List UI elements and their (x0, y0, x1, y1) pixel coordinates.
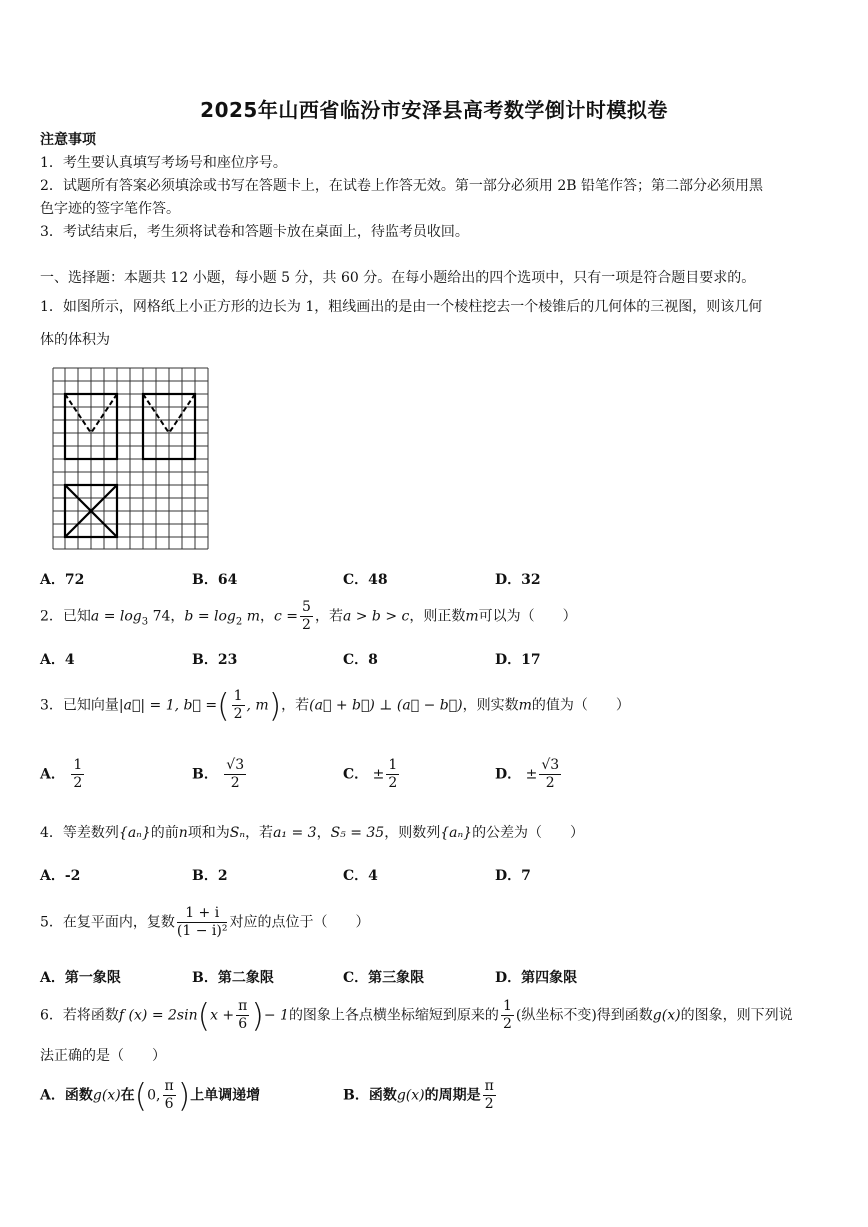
notice-item-2-cont: 色字迹的签字笔作答。 (40, 201, 180, 217)
q5-option-a[interactable]: A．第一象限 (40, 970, 121, 986)
q5-option-d[interactable]: D．第四象限 (495, 970, 578, 986)
q1-option-d[interactable]: D．32 (495, 572, 541, 588)
notice-heading: 注意事项 (40, 132, 96, 148)
q4-question: 4．等差数列{aₙ}的前n项和为Sₙ，若a₁ = 3，S₅ = 35，则数列{aₙ}的公差为（ ） (40, 825, 585, 841)
three-view-grid-figure (52, 367, 210, 550)
q2-option-b[interactable]: B．23 (192, 652, 238, 668)
q1-option-c[interactable]: C．48 (343, 572, 388, 588)
q3-option-b[interactable]: B． $\frac{√3}{2}$ (192, 757, 245, 791)
q2-option-c[interactable]: C．8 (343, 652, 378, 668)
q2-option-d[interactable]: D．17 (495, 652, 541, 668)
q4-option-c[interactable]: C．4 (343, 868, 378, 884)
q6-option-a[interactable]: A．函数g(x)在(0, $\frac{\pi}{6}$ )上单调递增 (40, 1076, 261, 1115)
q6-question-line1: 6．若将函数f (x) = 2sin(x + $\frac{\pi}{6}$ )− 1的图象上各点横坐标缩短到原来的 $\frac{1}{2}$ (纵坐标不变)得到函数g(x)的图象，则下列说 (40, 996, 793, 1035)
q5-option-b[interactable]: B．第二象限 (192, 970, 274, 986)
q3-question: 3．已知向量|a⃗| = 1, b⃗ =( $\frac{1}{2}$ , m)，若(a⃗ + b⃗) ⊥ (a⃗ − b⃗)，则实数m的值为（ ） (40, 686, 630, 725)
notice-item-3: 3．考试结束后，考生须将试卷和答题卡放在桌面上，待监考员收回。 (40, 224, 469, 240)
q5-option-c[interactable]: C．第三象限 (343, 970, 425, 986)
q2-question: 2．已知$a = \log_3 74$，$b = \log_2 m$，c = $\frac{5}{2}$ ，若a > b > c，则正数m可以为（ ） (40, 599, 577, 633)
q2-option-a[interactable]: A．4 (40, 652, 75, 668)
q6-question-line2: 法正确的是（ ） (40, 1048, 166, 1064)
q1-option-a[interactable]: A．72 (40, 572, 85, 588)
q6-option-b[interactable]: B．函数g(x)的周期是 $\frac{\pi}{2}$ (343, 1078, 494, 1112)
notice-item-2: 2．试题所有答案必须填涂或书写在答题卡上，在试卷上作答无效。第一部分必须用 2B 铅笔作答；第二部分必须用黑 (40, 178, 763, 194)
section-heading: 一、选择题：本题共 12 小题，每小题 5 分，共 60 分。在每小题给出的四个选项中，只有一项是符合题目要求的。 (40, 270, 756, 286)
q4-option-a[interactable]: A．-2 (40, 868, 81, 884)
q3-option-c[interactable]: C． ± $\frac{1}{2}$ (343, 757, 398, 791)
q1-text-line1: 1．如图所示，网格纸上小正方形的边长为 1，粗线画出的是由一个棱柱挖去一个棱锥后的几何体的三视图，则该几何 (40, 299, 763, 315)
q4-option-b[interactable]: B．2 (192, 868, 228, 884)
notice-item-1: 1．考生要认真填写考场号和座位序号。 (40, 155, 287, 171)
q5-question: 5．在复平面内，复数 $\frac{1 + i}{\text{(1 − i)²}}$ 对应的点位于（ ） (40, 905, 370, 939)
q1-option-b[interactable]: B．64 (192, 572, 238, 588)
q3-option-a[interactable]: A． $\frac{1}{2}$ (40, 757, 83, 791)
page-title: 2025年山西省临汾市安泽县高考数学倒计时模拟卷 (200, 98, 668, 122)
q4-option-d[interactable]: D．7 (495, 868, 531, 884)
q3-option-d[interactable]: D． ± $\frac{√3}{2}$ (495, 757, 560, 791)
q1-text-line2: 体的体积为 (40, 332, 110, 348)
